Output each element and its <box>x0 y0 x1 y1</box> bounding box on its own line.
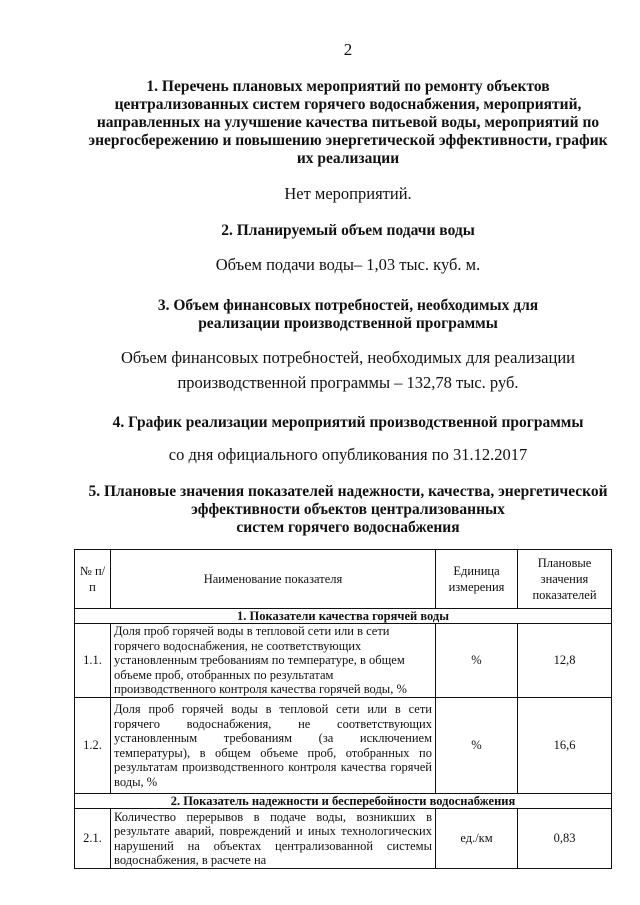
table-group-row <box>75 609 612 624</box>
row-num: 1.1. <box>75 624 111 698</box>
row-unit: % <box>436 698 518 794</box>
section-3-title-line: 3. Объем финансовых потребностей, необходимых для <box>157 297 539 314</box>
section-2-title: 2. Планируемый объем подачи воды <box>221 222 475 239</box>
section-1-text: Нет мероприятий. <box>284 184 412 203</box>
section-5-title <box>60 483 636 537</box>
row-value: 12,8 <box>518 624 612 698</box>
row-unit: % <box>436 624 518 698</box>
row-name: Доля проб горячей воды в тепловой сети или в сети горячего водоснабжения, не соответствующих установленным требованиям (за исключением температуры), в общем объеме проб, отобранных по результатам производственного контроля качества горячей воды, % <box>111 698 436 794</box>
header-value: Плановые значения показателей <box>518 550 612 609</box>
section-1-title-line: энергосбережению и повышению энергетической эффективности, график <box>88 132 608 149</box>
section-2-text: Объем подачи воды– 1,03 тыс. куб. м. <box>215 255 481 274</box>
row-num: 1.2. <box>75 698 111 794</box>
indicators-table <box>74 549 612 869</box>
section-3-title-line: реализации производственной программы <box>198 315 498 332</box>
table-row <box>75 624 612 698</box>
row-name: Доля проб горячей воды в тепловой сети или в сети горячего водоснабжения, не соответствующих установленным требованиям по температуре, в общем объеме проб, отобранных по результатам производственного контроля качества горячей воды, % <box>111 624 436 698</box>
section-5-title-line: эффективности объектов централизованных <box>191 501 505 518</box>
section-1-title <box>60 78 636 168</box>
group-2-title: 2. Показатель надежности и бесперебойности водоснабжения <box>75 794 612 809</box>
table-header-row <box>75 550 612 609</box>
table-row <box>75 698 612 794</box>
row-unit: ед./км <box>436 809 518 869</box>
table-group-row <box>75 794 612 809</box>
section-3-text-line: производственной программы – 132,78 тыс. руб. <box>177 373 519 392</box>
section-4-text: со дня официального опубликования по 31.12.2017 <box>168 445 528 464</box>
page-number: 2 <box>343 40 353 59</box>
section-5-title-line: 5. Плановые значения показателей надежности, качества, энергетической <box>88 483 608 500</box>
row-name: Количество перерывов в подаче воды, возникших в результате аварий, повреждений и иных технологических нарушений на объектах централизованной системы водоснабжения, в расчете на <box>111 809 436 869</box>
section-4-title: 4. График реализации мероприятий производственной программы <box>112 414 584 431</box>
header-num: № п/п <box>75 550 111 609</box>
section-3-text-line: Объем финансовых потребностей, необходимых для реализации <box>121 348 575 367</box>
section-1-title-line: направленных на улучшение качества питьевой воды, мероприятий по <box>96 114 600 131</box>
section-3-title <box>60 297 636 333</box>
group-1-title: 1. Показатели качества горячей воды <box>75 609 612 624</box>
section-1-title-line: централизованных систем горячего водоснабжения, мероприятий, <box>114 96 582 113</box>
section-3-text <box>60 345 636 395</box>
table-row <box>75 809 612 869</box>
header-name: Наименование показателя <box>111 550 436 609</box>
row-value: 0,83 <box>518 809 612 869</box>
section-5-title-line: систем горячего водоснабжения <box>236 519 460 536</box>
row-value: 16,6 <box>518 698 612 794</box>
row-num: 2.1. <box>75 809 111 869</box>
section-1-title-line: их реализации <box>296 150 400 167</box>
header-unit: Единица измерения <box>436 550 518 609</box>
section-1-title-line: 1. Перечень плановых мероприятий по ремонту объектов <box>146 78 550 95</box>
